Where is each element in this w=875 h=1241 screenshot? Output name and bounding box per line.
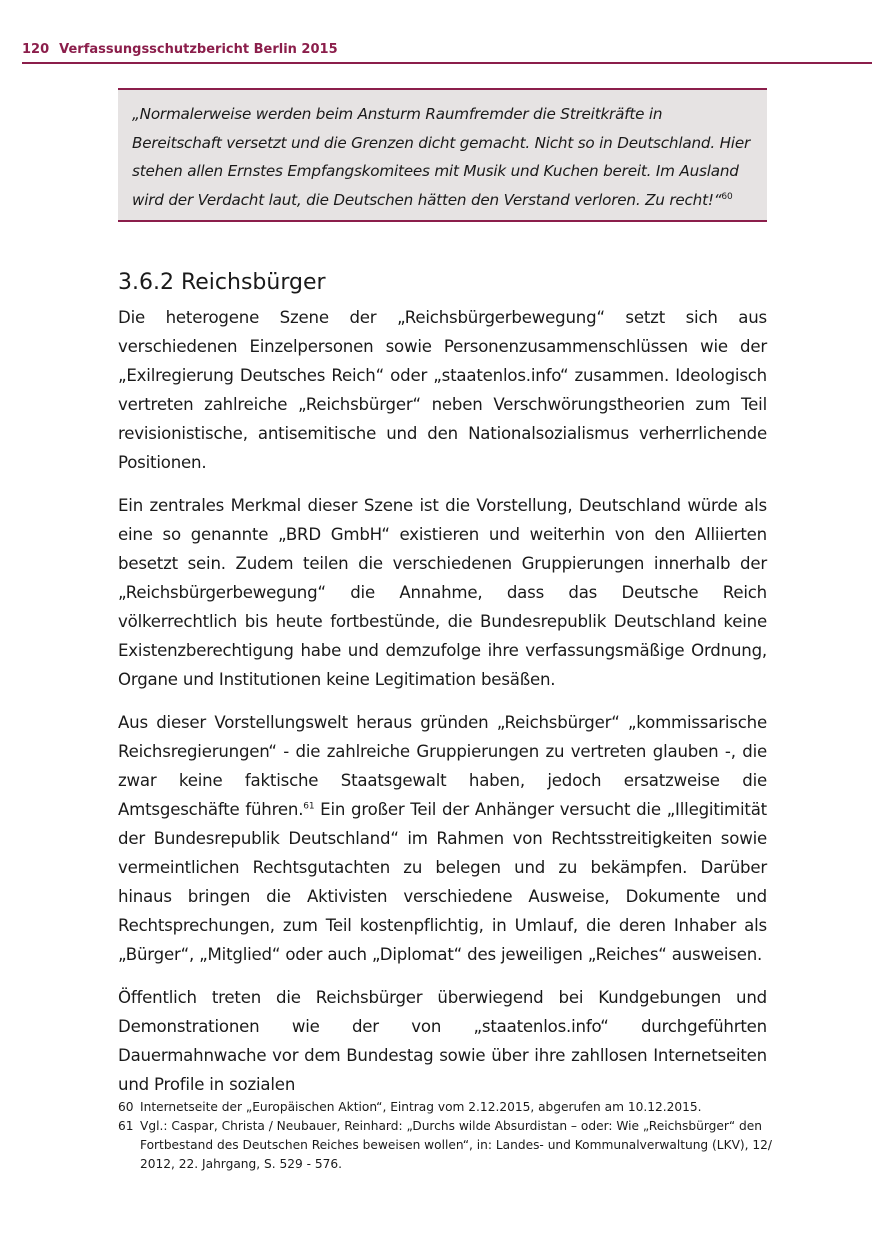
paragraph-3-footnote-ref[interactable]: 61 [303,801,315,812]
paragraph-3-part-b: Ein großer Teil der Anhänger versucht die „Illegitimität der Bundesrepublik Deutschland“ im Rahmen von Rechtsstreitigkeiten sowie vermeintlichen Rechtsgutachten zu belegen und zu bekämpfen. Darüber hinaus bringen die Aktivisten verschiedene Ausweise, Dokumente und Rechtsprechungen, zum Teil kostenpflichtig, in Umlauf, die deren Inhaber als „Bürger“, „Mitglied“ oder auch „Diplomat“ des jeweiligen „Reiches“ ausweisen. [118,800,767,964]
section-title: 3.6.2 Reichsbürger [118,270,326,295]
footnotes [118,1098,778,1174]
footnote-text: Vgl.: Caspar, Christa / Neubauer, Reinhard: „Durchs wilde Absurdistan – oder: Wie „Reichsbürger“ den Fortbestand des Deutschen Reiches beweisen wollen“, in: Landes- und Kommunalverwaltung (LKV), 12/ 2012, 22. Jahrgang, S. 529 - 576. [140,1119,773,1171]
section-body [118,303,767,1113]
paragraph-4: Öffentlich treten die Reichsbürger überwiegend bei Kundgebungen und Demonstrationen wie der von „staatenlos.info“ durchgeführten Dauermahnwache vor dem Bundestag sowie über ihre zahllosen Internetseiten und Profile in sozialen [118,988,767,1094]
header-title: Verfassungsschutzbericht Berlin 2015 [59,42,338,57]
footnote-item [118,1117,778,1174]
paragraph-1: Die heterogene Szene der „Reichsbürgerbewegung“ setzt sich aus verschiedenen Einzelpersonen sowie Personenzusammenschlüssen wie der „Exilregierung Deutsches Reich“ oder „staatenlos.info“ zusammen. Ideologisch vertreten zahlreiche „Reichsbürger“ neben Verschwörungstheorien zum Teil revisionistische, antisemitische und den Nationalsozialismus verherrlichende Positionen. [118,308,767,472]
quote-footnote-ref[interactable]: 60 [721,192,733,203]
footnote-item [118,1098,778,1117]
quote-text [132,100,753,215]
footnote-text: Internetseite der „Europäischen Aktion“, Eintrag vom 2.12.2015, abgerufen am 10.12.2015. [140,1100,702,1114]
paragraph-3-part-a: Aus dieser Vorstellungswelt heraus gründen „Reichsbürger“ „kommissarische Reichsregierungen“ - die zahlreiche Gruppierungen zu vertreten glauben -, die zwar keine faktische Staatsgewalt haben, jedoch ersatzweise die Amtsgeschäfte führen. [118,713,767,819]
paragraph-3 [118,708,767,969]
page-header [22,38,872,64]
page-number: 120 [22,42,50,57]
footnote-number: 60 [118,1100,134,1114]
quote-body: „Normalerweise werden beim Ansturm Raumfremder die Streitkräfte in Bereitschaft versetzt und die Grenzen dicht gemacht. Nicht so in Deutschland. Hier stehen allen Ernstes Empfangskomitees mit Musik und Kuchen bereit. Im Ausland wird der Verdacht laut, die Deutschen hätten den Verstand verloren. Zu recht!“ [132,105,751,210]
paragraph-2: Ein zentrales Merkmal dieser Szene ist die Vorstellung, Deutschland würde als eine so genannte „BRD GmbH“ existieren und weiterhin von den Alliierten besetzt sein. Zudem teilen die verschiedenen Gruppierungen innerhalb der „Reichsbürgerbewegung“ die Annahme, dass das Deutsche Reich völkerrechtlich bis heute fortbestünde, die Bundesrepublik Deutschland keine Existenzberechtigung habe und demzufolge ihre verfassungsmäßige Ordnung, Organe und Institutionen keine Legitimation besäßen. [118,496,767,689]
quote-box [118,88,767,222]
footnote-number: 61 [118,1119,134,1133]
